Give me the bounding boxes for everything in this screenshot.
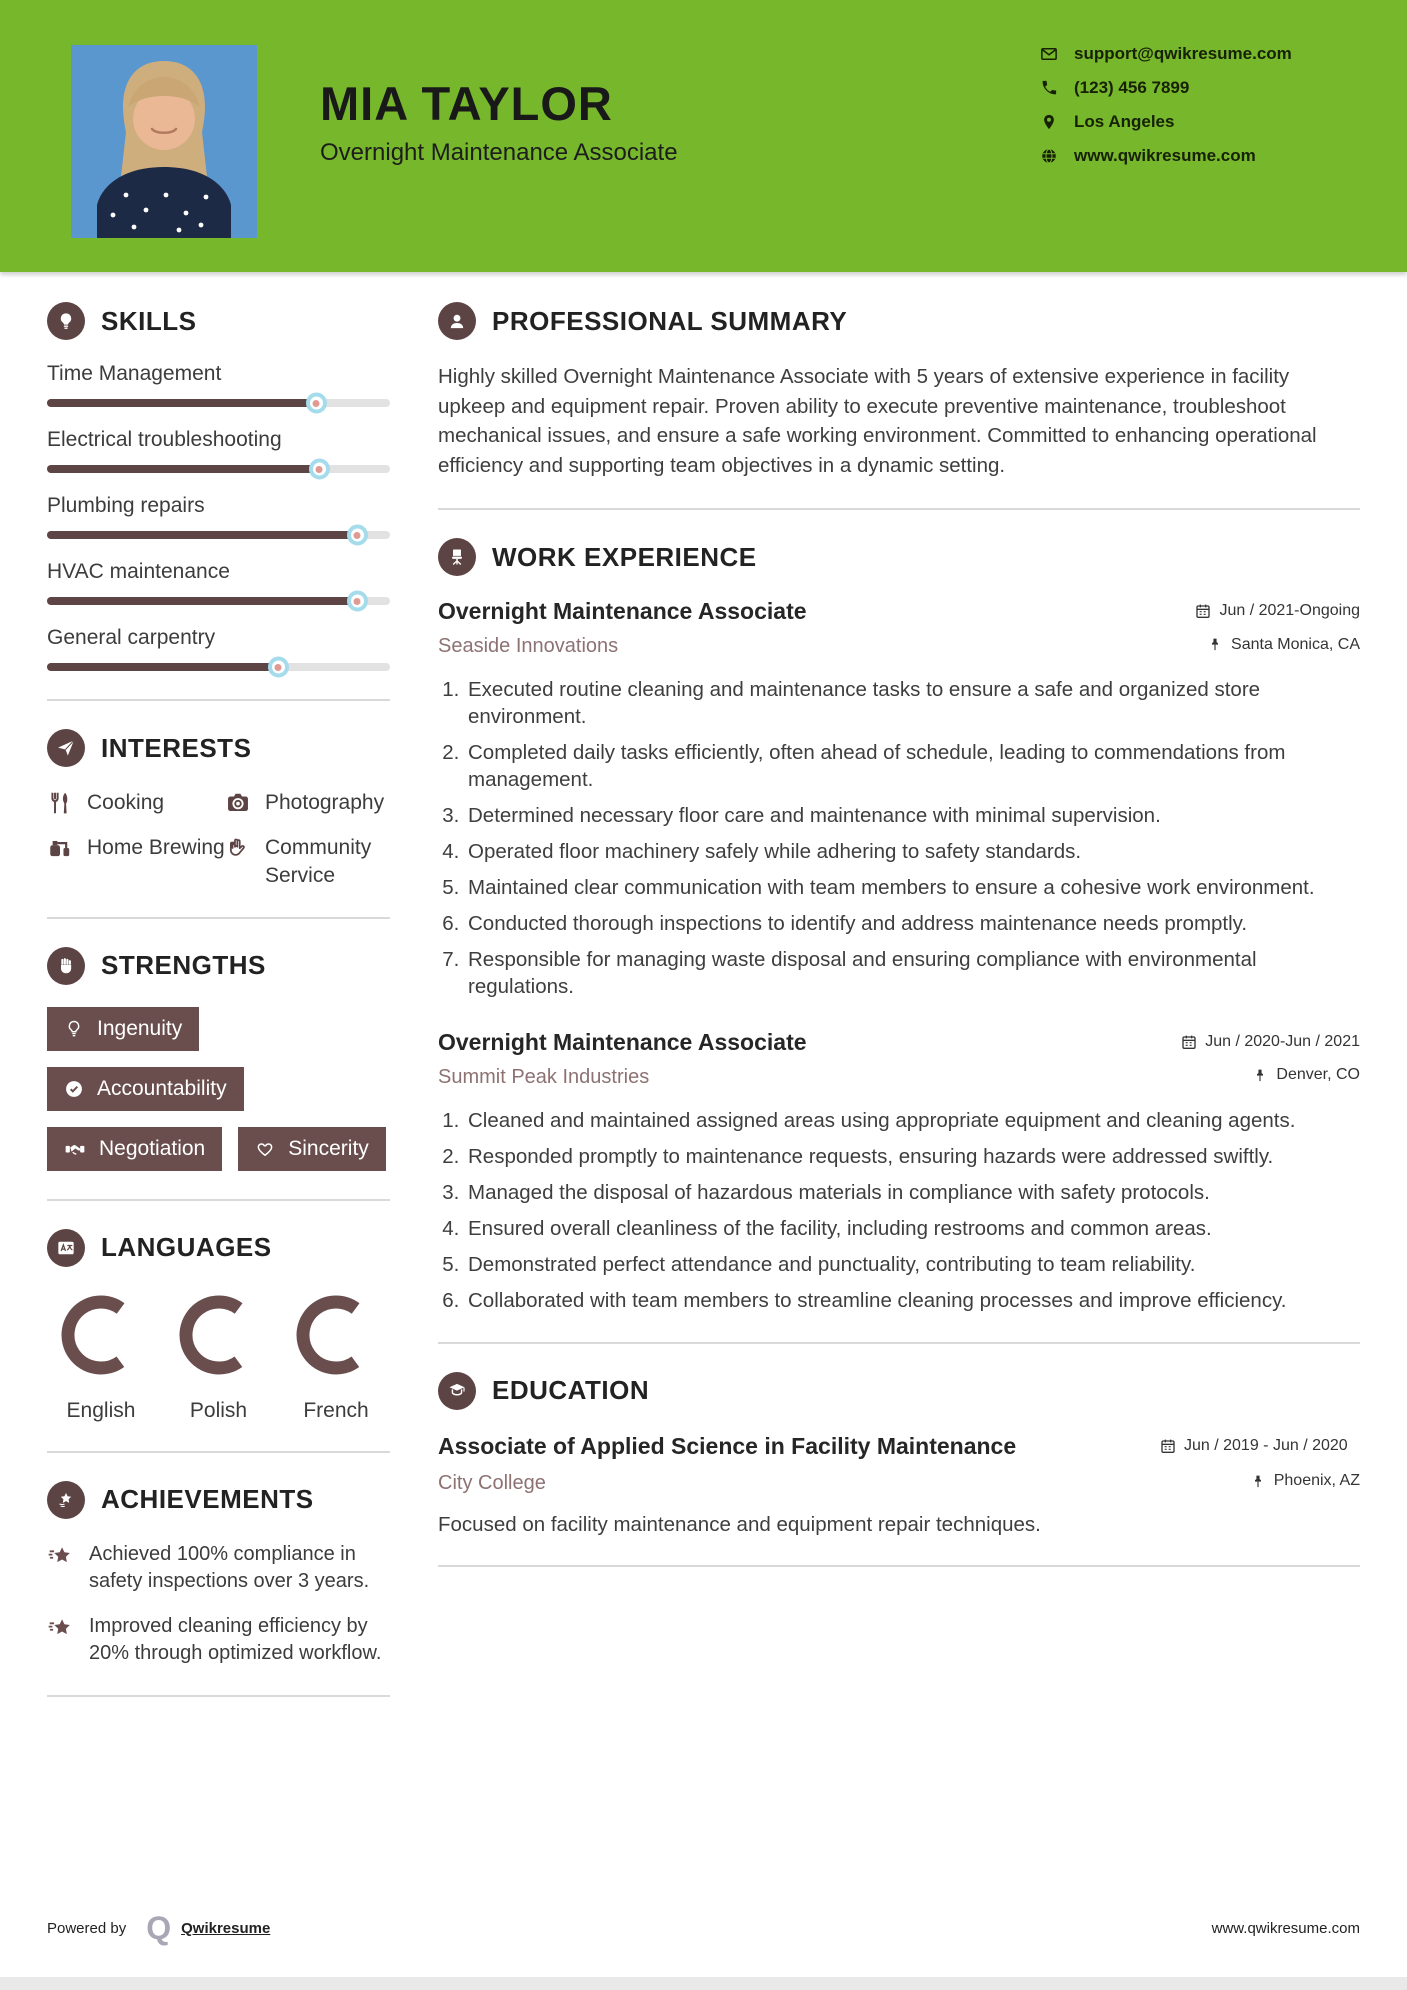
education-section-header [438,1372,1360,1410]
calendar-icon [1160,1438,1176,1454]
interests-grid [47,789,390,889]
languages-section-header [47,1229,390,1267]
slider-handle[interactable] [347,591,368,612]
achievement-item [47,1613,390,1667]
bottom-strip [0,1977,1407,1990]
divider [47,1695,390,1697]
interests-section-header [47,729,390,767]
strength-badges [47,1007,390,1171]
education-description: Focused on facility maintenance and equipment repair techniques. [438,1512,1041,1536]
candidate-name: MIA TAYLOR [320,77,613,130]
job-title: Overnight Maintenance Associate [438,598,807,625]
achievements-heading: ACHIEVEMENTS [101,1484,314,1515]
skill-slider[interactable] [47,531,390,539]
job-bullet: 1. Executed routine cleaning and maintenance tasks to ensure a safe and organized store environment. [465,676,1360,730]
shooting-star-icon [47,1615,74,1642]
heart-icon [255,1139,275,1159]
strengths-heading: STRENGTHS [101,950,266,981]
skill-label: Time Management [47,362,222,385]
language-label: English [66,1398,136,1422]
skill-slider-fill [47,531,356,539]
divider [47,1451,390,1453]
strength-badge [47,1127,222,1171]
person-icon [438,302,476,340]
job-dates-text: Jun / 2020-Jun / 2021 [1205,1032,1360,1050]
contact-phone-text: (123) 456 7899 [1074,78,1190,97]
job-dates [1195,602,1360,620]
language-item [284,1295,388,1423]
translate-icon [47,1229,85,1267]
divider [438,1342,1360,1344]
job-bullet: 2. Responded promptly to maintenance requests, ensuring hazards were addressed swiftly. [465,1143,1360,1170]
summary-text: Highly skilled Overnight Maintenance Associate with 5 years of extensive experience in facility upkeep and equipment repair. Proven ability to execute preventive maintenance, troubleshoot mechanical issues, and ensure a safe working environment. Committed to enhancing operational efficiency and supporting team objectives in a dynamic setting. [438,365,1317,477]
job-bullet: 5. Maintained clear communication with team members to ensure a cohesive work environment. [465,874,1360,901]
interest-item [225,834,390,889]
job-bullet-list [438,676,1360,1000]
experience-section-header [438,538,1360,576]
summary-heading: PROFESSIONAL SUMMARY [492,305,848,336]
education-entry [438,1432,1360,1537]
education-heading: EDUCATION [492,1375,650,1406]
skill-item [47,626,390,671]
home-brewing-icon [47,835,73,861]
interest-label: Home Brewing [87,836,225,860]
cutlery-icon [47,790,73,816]
strengths-section-header [47,947,390,985]
strength-badge [47,1007,199,1051]
languages-list [47,1289,390,1423]
language-label: Polish [189,1398,248,1422]
header [0,0,1407,272]
footer-website: www.qwikresume.com [1211,1919,1360,1937]
job-bullet-list [438,1107,1360,1314]
job-location [1207,636,1360,654]
sidebar [47,302,390,1725]
main-column [438,302,1360,1725]
strength-label: Sincerity [288,1136,369,1160]
contact-email-text: support@qwikresume.com [1074,44,1292,63]
skill-item [47,560,390,605]
strength-label: Ingenuity [97,1016,183,1040]
qwikresume-brand-link[interactable]: Qwikresume [181,1919,271,1937]
globe-icon [1040,147,1058,165]
languages-heading: LANGUAGES [101,1232,272,1263]
phone-icon [1040,79,1058,97]
job-bullet: 7. Responsible for managing waste disposal and ensuring compliance with environmental regulations. [465,946,1360,1000]
strength-badge [47,1067,244,1111]
achievement-text: Achieved 100% compliance in safety inspections over 3 years. [89,1542,370,1592]
profile-photo [71,45,257,238]
job-bullet: 1. Cleaned and maintained assigned areas using appropriate equipment and cleaning agents. [465,1107,1360,1134]
skill-slider-fill [47,663,277,671]
strength-label: Accountability [97,1076,227,1100]
experience-heading: WORK EXPERIENCE [492,541,757,572]
interest-item [225,789,390,816]
skill-item [47,494,390,539]
job-bullet: 3. Managed the disposal of hazardous materials in compliance with safety protocols. [465,1179,1360,1206]
contact-block [1040,44,1292,180]
job-entry [438,1029,1360,1314]
job-location-text: Denver, CO [1276,1066,1360,1084]
skill-item [47,428,390,473]
contact-location-text: Los Angeles [1074,112,1175,131]
education-dates-text: Jun / 2019 - Jun / 2020 [1184,1436,1348,1454]
education-dates [1160,1436,1360,1457]
job-bullet: 6. Collaborated with team members to streamline cleaning processes and improve efficiency. [465,1287,1360,1314]
interest-item [47,789,225,816]
contact-email[interactable] [1040,44,1292,64]
language-item [49,1295,153,1423]
interest-label: Photography [265,791,385,814]
skill-label: Plumbing repairs [47,494,205,517]
helping-hand-icon [225,835,251,861]
skill-slider[interactable] [47,597,390,605]
degree-title: Associate of Applied Science in Facility Maintenance [438,1432,1017,1459]
strength-label: Negotiation [99,1136,206,1160]
skill-label: General carpentry [47,626,216,649]
pushpin-icon [1252,1068,1268,1083]
interest-label: Community Service [265,836,372,887]
slider-handle[interactable] [306,393,327,414]
shooting-star-icon [47,1543,74,1570]
candidate-title: Overnight Maintenance Associate [320,139,678,166]
job-bullet: 2. Completed daily tasks efficiently, often ahead of schedule, leading to commendations from management. [465,739,1360,793]
interest-label: Cooking [87,791,165,814]
achievement-item [47,1541,390,1595]
skill-slider[interactable] [47,399,390,407]
lightbulb-icon [47,302,85,340]
achievement-text: Improved cleaning efficiency by 20% through optimized workflow. [89,1614,382,1664]
pushpin-icon [1250,1474,1266,1489]
achievements-section-header [47,1481,390,1519]
calendar-icon [1195,603,1211,619]
job-entry [438,598,1360,1000]
slider-handle[interactable] [347,525,368,546]
skill-slider-fill [47,465,318,473]
skill-slider-fill [47,597,356,605]
contact-website[interactable] [1040,146,1292,166]
check-circle-icon [64,1079,84,1099]
interest-item [47,834,225,889]
language-proficiency-ring [179,1295,259,1375]
job-bullet: 4. Operated floor machinery safely while adhering to safety standards. [465,838,1360,865]
divider [47,699,390,701]
summary-section-header [438,302,1360,340]
skill-label: HVAC maintenance [47,560,230,583]
star-burst-icon [47,1481,85,1519]
paper-plane-icon [47,729,85,767]
camera-icon [225,790,251,816]
language-label: French [303,1398,369,1422]
skill-item [47,362,390,407]
job-location-text: Santa Monica, CA [1231,635,1360,653]
powered-by-label: Powered by [47,1919,127,1937]
qwikresume-logo-icon: Q [146,1910,172,1946]
fist-icon [47,947,85,985]
interests-heading: INTERESTS [101,732,252,763]
skills-heading: SKILLS [101,305,197,336]
job-bullet: 3. Determined necessary floor care and maintenance with minimal supervision. [465,802,1360,829]
job-company: Seaside Innovations [438,635,619,658]
divider [438,1565,1360,1567]
slider-handle[interactable] [268,657,289,678]
job-location [1252,1066,1360,1084]
job-bullet: 6. Conducted thorough inspections to identify and address maintenance needs promptly. [465,910,1360,937]
skill-label: Electrical troubleshooting [47,428,282,451]
calendar-icon [1181,1034,1197,1050]
slider-handle[interactable] [309,459,330,480]
contact-website-text: www.qwikresume.com [1074,146,1256,165]
language-proficiency-ring [61,1295,141,1375]
language-item [167,1295,271,1423]
divider [438,508,1360,510]
job-bullet: 4. Ensured overall cleanliness of the facility, including restrooms and common areas. [465,1215,1360,1242]
footer [47,1912,1360,1944]
location-pin-icon [1040,113,1058,131]
envelope-icon [1040,45,1058,63]
education-location [1250,1472,1360,1490]
lightbulb-icon [64,1019,84,1039]
job-dates-text: Jun / 2021-Ongoing [1219,602,1360,620]
job-title: Overnight Maintenance Associate [438,1028,807,1055]
divider [47,1199,390,1201]
divider [47,917,390,919]
language-proficiency-ring [296,1295,376,1375]
skills-section-header [47,302,390,340]
job-bullet: 5. Demonstrated perfect attendance and punctuality, contributing to team reliability. [465,1251,1360,1278]
job-company: Summit Peak Industries [438,1065,650,1088]
job-dates [1181,1033,1360,1051]
skill-slider[interactable] [47,465,390,473]
contact-location[interactable] [1040,112,1292,132]
handshake-icon [64,1138,86,1160]
skill-slider-fill [47,399,315,407]
contact-phone[interactable] [1040,78,1292,98]
graduate-icon [438,1372,476,1410]
education-location-text: Phoenix, AZ [1273,1472,1360,1490]
office-chair-icon [438,538,476,576]
pushpin-icon [1207,637,1223,652]
school-name: City College [438,1471,546,1494]
skill-slider[interactable] [47,663,390,671]
strength-badge [238,1127,386,1171]
